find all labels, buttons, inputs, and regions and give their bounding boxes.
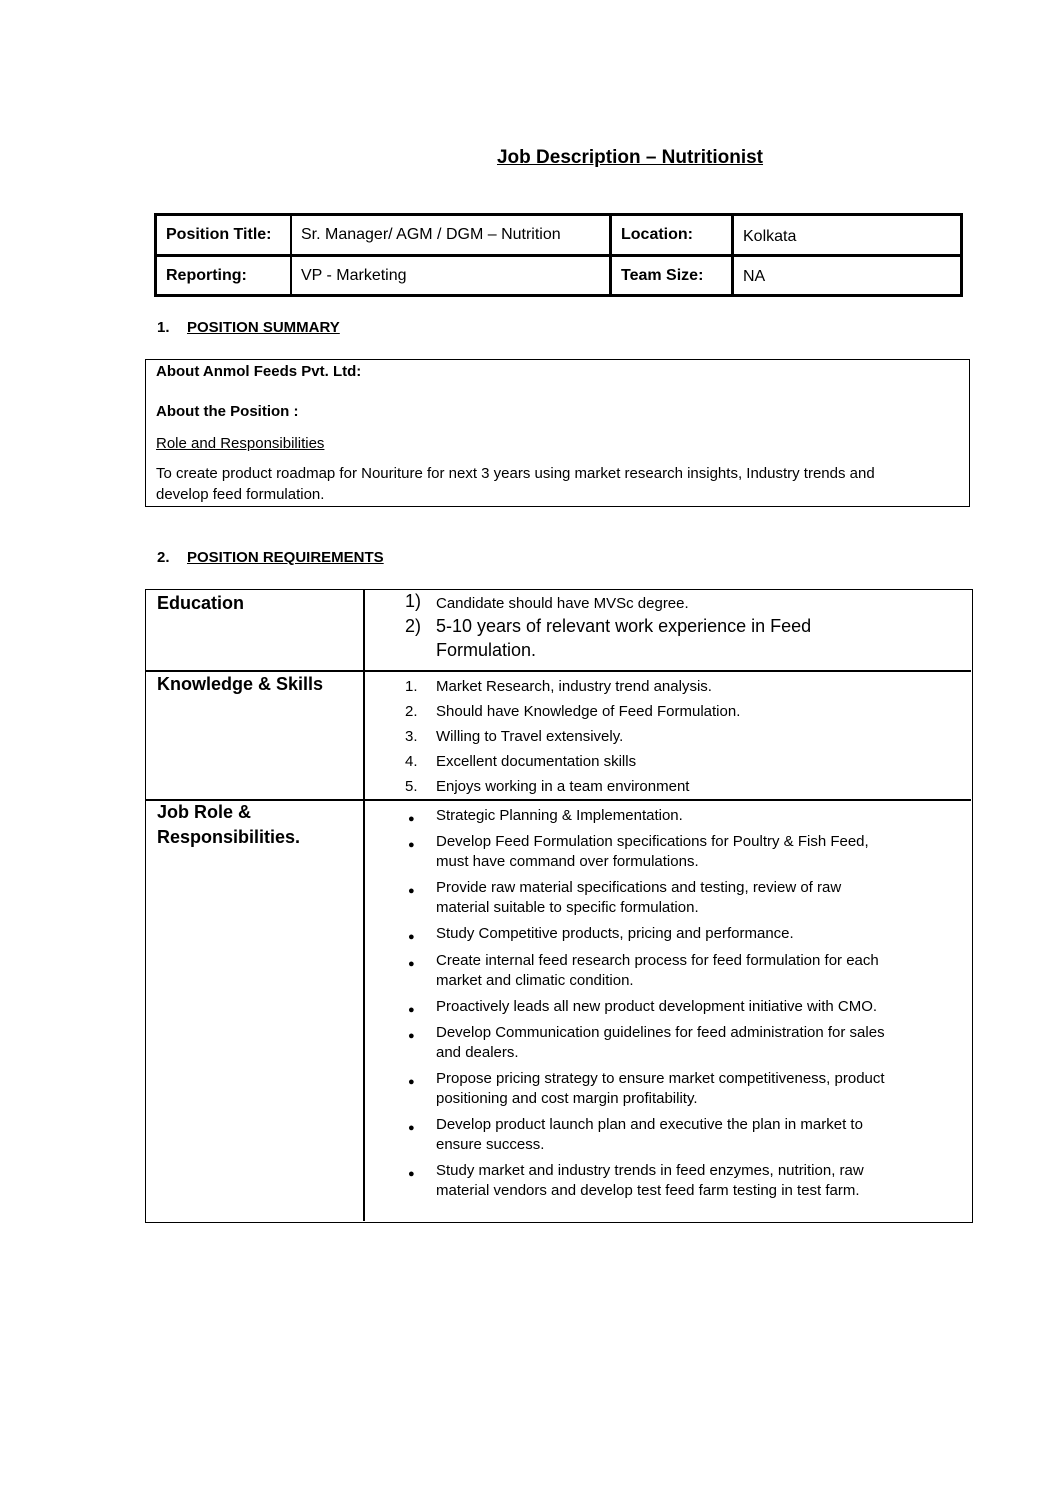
location-value: Kolkata [743,228,797,245]
requirements-table [145,589,973,1223]
bullet-icon: ● [408,1030,415,1042]
role-text-line-1: To create product roadmap for Nouriture for next 3 years using market research insights, Industry trends and [156,465,875,482]
education-item [405,591,945,614]
position-title-value: Sr. Manager/ AGM / DGM – Nutrition [301,226,561,243]
position-summary-box [145,359,970,507]
bullet-icon: ● [408,1168,415,1180]
team-size-value: NA [743,267,766,285]
responsibility-item: ● Provide raw material specifications and testing, review of raw material suitable to specific formulation. [408,879,842,916]
education-text: 5-10 years of relevant work experience in Feed [436,616,812,636]
knowledge-item: 2. Should have Knowledge of Feed Formulation. [405,703,741,720]
knowledge-item: 1. Market Research, industry trend analysis. [405,678,712,695]
education-item [405,614,945,664]
section-2-title: POSITION REQUIREMENTS [187,549,384,566]
responsibility-item: ● Study market and industry trends in feed enzymes, nutrition, raw material vendors and develop test feed farm testing in test farm. [408,1162,864,1199]
bullet-icon: ● [408,839,415,851]
about-company: About Anmol Feeds Pvt. Ltd: [156,363,362,380]
section-2-heading [157,549,384,566]
reporting-value: VP - Marketing [301,266,407,284]
education-text: Formulation. [436,640,537,660]
bullet-icon: ● [408,931,415,943]
education-label: Education [157,593,245,613]
knowledge-item: 4. Excellent documentation skills [405,753,637,770]
role-heading: Role and Responsibilities [156,435,325,452]
section-1-title: POSITION SUMMARY [187,319,340,336]
knowledge-item: 3. Willing to Travel extensively. [405,728,624,745]
education-marker: 1) [405,591,422,611]
bullet-icon: ● [408,1076,415,1088]
bullet-icon: ● [408,1004,415,1016]
responsibility-item: ● Study Competitive products, pricing and performance. [405,924,965,944]
section-2-number: 2. [157,549,170,566]
job-role-label-2: Responsibilities. [157,827,301,847]
section-1-number: 1. [157,319,170,336]
education-text: Candidate should have MVSc degree. [436,595,689,612]
responsibility-item: ● Develop Feed Formulation specifications for Poultry & Fish Feed, must have command over formulations. [408,833,869,870]
about-position: About the Position : [156,403,299,420]
responsibility-item: ● Propose pricing strategy to ensure market competitiveness, product positioning and cost margin profitability. [408,1070,885,1107]
location-label: Location: [621,226,693,243]
responsibility-item: ● Develop Communication guidelines for feed administration for sales and dealers. [408,1024,885,1061]
responsibility-item: ● Develop product launch plan and executive the plan in market to ensure success. [408,1116,863,1153]
header-table [154,213,963,297]
job-role-label: Job Role & [157,802,252,822]
knowledge-skills-label: Knowledge & Skills [157,674,324,694]
bullet-icon: ● [408,958,415,970]
section-1-heading [157,319,340,336]
responsibility-item: ● Strategic Planning & Implementation. [405,806,965,826]
responsibility-item: ● Proactively leads all new product development initiative with CMO. [405,997,965,1017]
knowledge-item: 5. Enjoys working in a team environment [405,778,690,795]
document-title: Job Description – Nutritionist [496,147,764,168]
responsibility-item: ● Create internal feed research process for feed formulation for each market and climatic condition. [408,952,879,989]
reporting-label: Reporting: [166,266,247,284]
bullet-icon: ● [408,885,415,897]
team-size-label: Team Size: [621,266,704,284]
role-text-line-2: develop feed formulation. [156,486,325,503]
education-marker: 2) [405,616,422,636]
bullet-icon: ● [408,813,415,825]
bullet-icon: ● [408,1122,415,1134]
position-title-label: Position Title: [166,226,272,243]
